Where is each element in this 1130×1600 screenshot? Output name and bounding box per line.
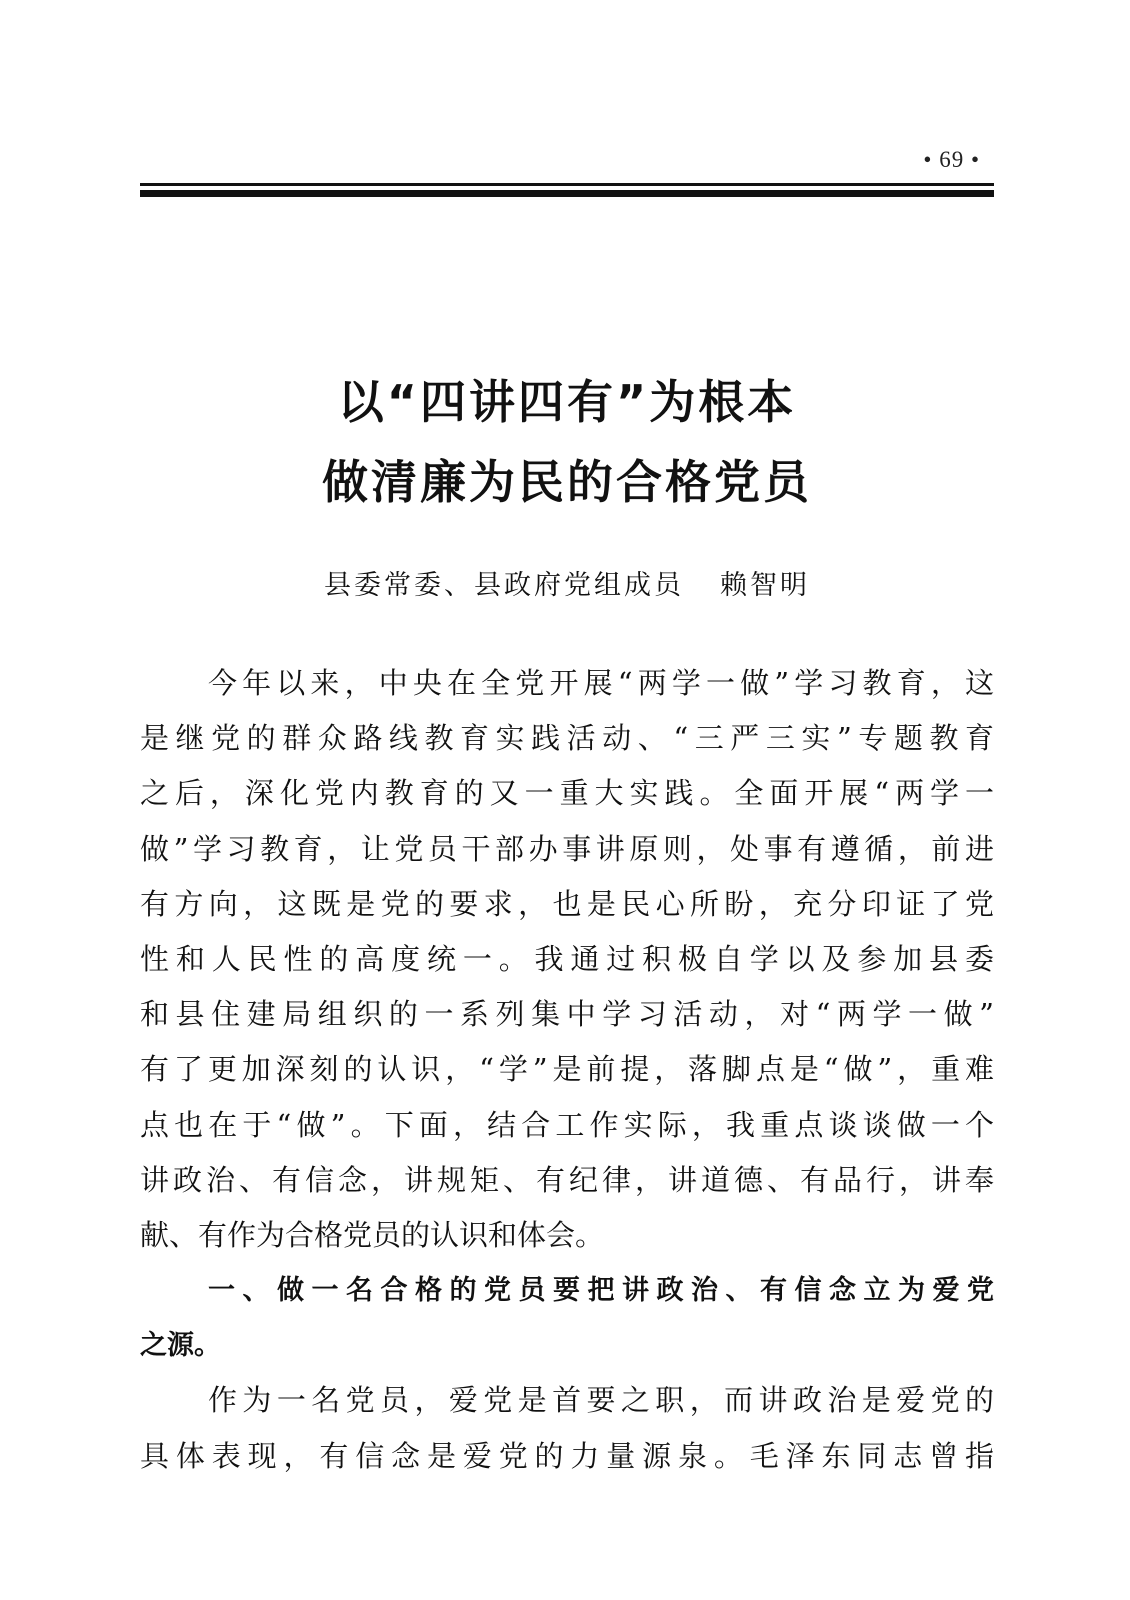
body-line: 点也在于“做”。下面，结合工作实际，我重点谈谈做一个	[140, 1107, 994, 1142]
author-name: 赖智明	[720, 570, 810, 601]
body-line: 作为一名党员，爱党是首要之职，而讲政治是爱党的	[208, 1383, 994, 1418]
article-body	[140, 656, 994, 1484]
byline	[140, 563, 994, 602]
body-line: 讲政治、有信念，讲规矩、有纪律，讲道德、有品行，讲奉	[140, 1162, 994, 1197]
body-line: 和县住建局组织的一系列集中学习活动，对“两学一做”	[140, 997, 994, 1032]
body-line: 是继党的群众路线教育实践活动、“三严三实”专题教育	[140, 721, 994, 756]
body-line: 献、有作为合格党员的认识和体会。	[140, 1217, 605, 1252]
body-line: 具体表现，有信念是爱党的力量源泉。毛泽东同志曾指	[140, 1438, 994, 1473]
body-line: 之后，深化党内教育的又一重大实践。全面开展“两学一	[140, 776, 994, 811]
body-line: 有方向，这既是党的要求，也是民心所盼，充分印证了党	[140, 886, 994, 921]
title-line-1: 以“四讲四有”为根本	[337, 375, 797, 429]
title-line-2: 做清廉为民的合格党员	[322, 455, 812, 509]
page-number: • 69 •	[923, 147, 980, 172]
article-title	[140, 362, 994, 522]
section-heading: 之源。	[140, 1330, 221, 1362]
author-position: 县委常委、县政府党组成员	[324, 570, 684, 601]
header-rule-thin	[140, 183, 994, 186]
body-line: 性和人民性的高度统一。我通过积极自学以及参加县委	[140, 941, 994, 976]
body-line: 做”学习教育，让党员干部办事讲原则，处事有遵循，前进	[140, 831, 994, 866]
section-heading: 一、做一名合格的党员要把讲政治、有信念立为爱党	[208, 1275, 994, 1307]
header-rule-thick	[140, 190, 994, 197]
body-line: 今年以来，中央在全党开展“两学一做”学习教育，这	[208, 666, 994, 700]
body-line: 有了更加深刻的认识，“学”是前提，落脚点是“做”，重难	[140, 1052, 994, 1087]
